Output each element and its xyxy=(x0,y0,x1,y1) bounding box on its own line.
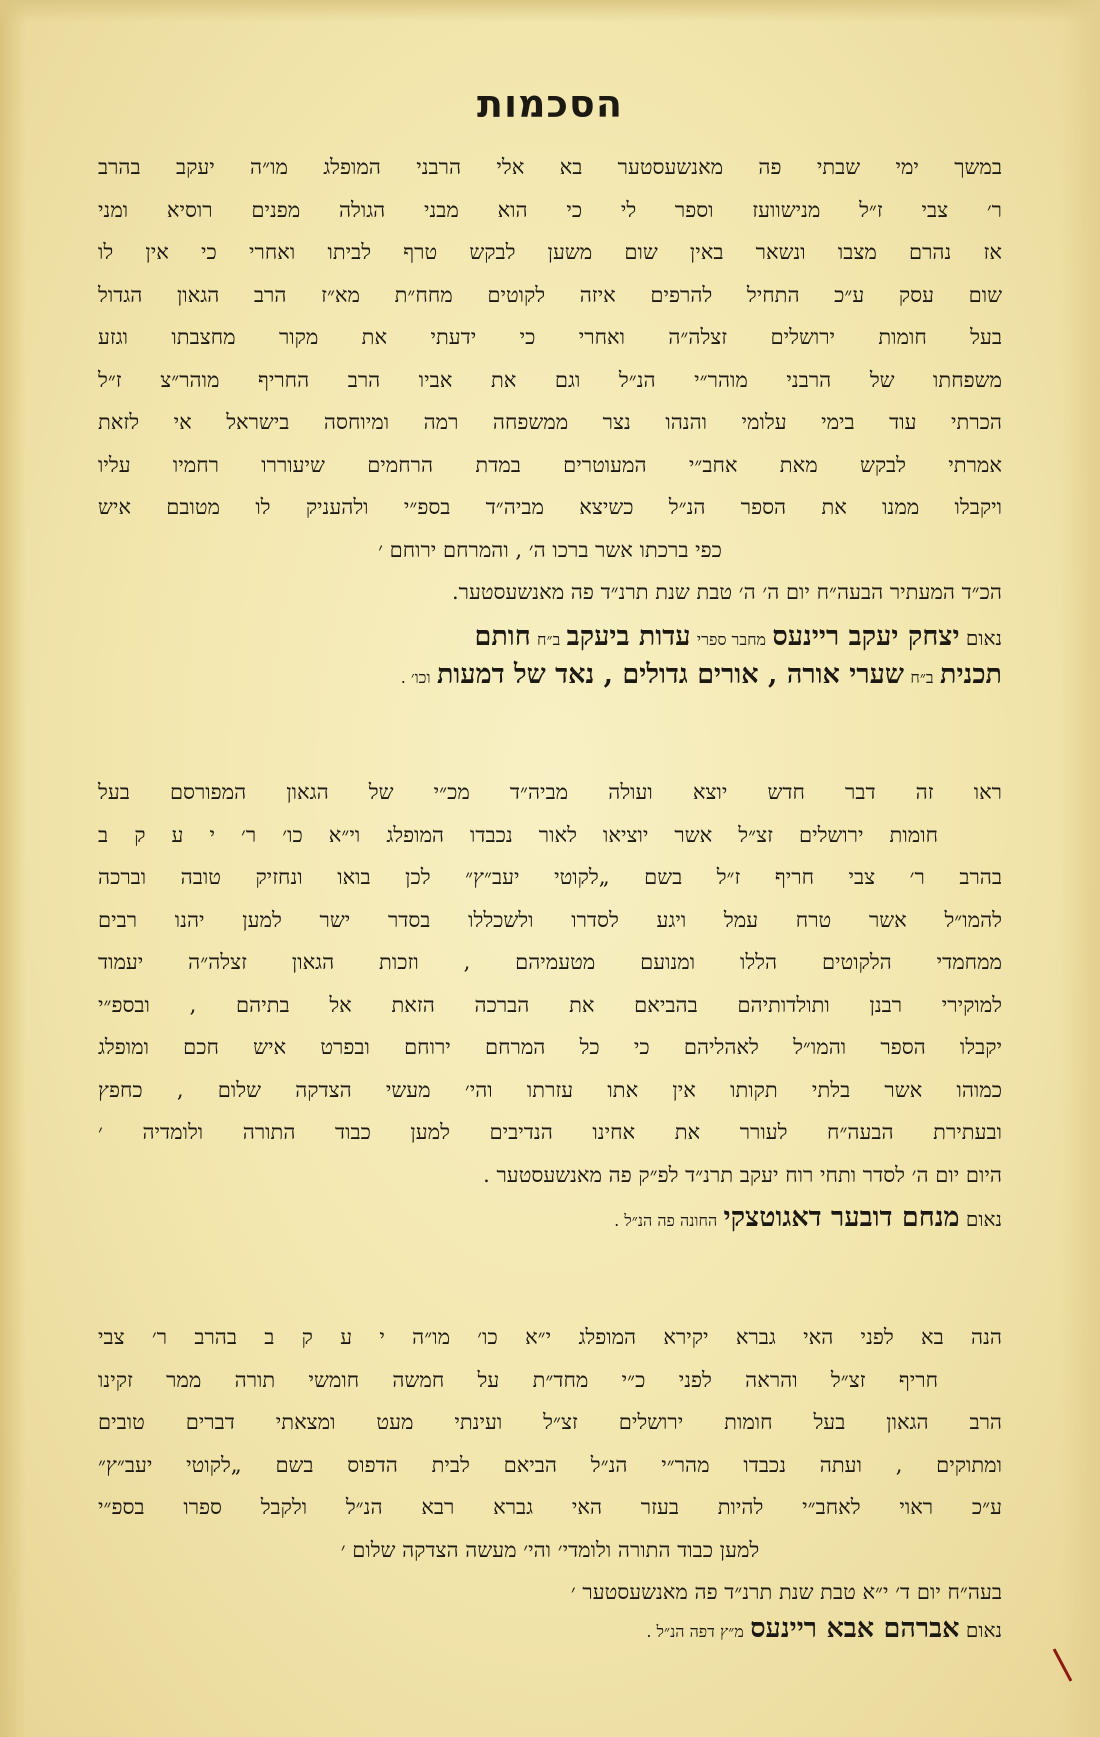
approval-1-text xyxy=(98,146,1002,614)
text-line: שום עסק ע״כ התחיל להרפים איזה לקוטים מחח״ת מא״ז הרב הגאון הגדול xyxy=(98,282,1002,307)
text-line: אז נהרם מצבו ונשאר באין שום משען לבקש טרף לביתו ואחרי כי אין לו xyxy=(98,240,1002,264)
signature-line xyxy=(98,656,1002,694)
signature-prefix: נאום xyxy=(965,1618,1002,1642)
text-line: ראו זה דבר חדש יוצא ועולה מביה״ד מכ״י של הגאון המפורסם בעל xyxy=(98,780,1002,804)
text-line: במשך ימי שבתי פה מאנשעסטער בא אלי הרבני המופלג מו״ה יעקב בהרב xyxy=(98,155,1002,179)
book-title: תכנית xyxy=(940,659,1002,690)
text-line: למוקירי רבנן ותולדותיהם בהביאם את הברכה הזאת אל בתיהם , ובספ״י xyxy=(98,992,1002,1017)
text-line: הנה בא לפני האי גברא יקירא המופלג י״א כו׳ מו״ה י ע ק ב בהרב ר׳ צבי xyxy=(98,1325,1002,1349)
page-title: הסכמות xyxy=(477,82,623,126)
text-line: הרב הגאון בעל חומות ירושלים זצ״ל ועינתי מעט ומצאתי דברים טובים xyxy=(98,1410,1002,1434)
signer-name: מנחם דובער דאגוטצקי xyxy=(723,1202,960,1233)
signature-prefix: נאום xyxy=(965,626,1002,650)
book-title: עדות ביעקב xyxy=(566,621,691,652)
signature-text: ב״ח xyxy=(537,630,561,649)
text-line: חומות ירושלים זצ״ל אשר יוציאו לאור נכבדו המופלג וי״א כו׳ ר׳ י ע ק ב xyxy=(98,822,938,847)
signature-text: ב״ח xyxy=(910,668,934,687)
text-line: ומתוקים , ועתה נכבדו מהר״י הנ״ל הביאם לבית הדפוס בשם „לקוטי יעב״ץ״ xyxy=(98,1452,1002,1477)
text-line: ויקבלו ממנו את הספר הנ״ל כשיצא מביה״ד בספ״י ולהעניק לו מטובם איש xyxy=(98,495,1002,519)
signature-text: מחבר ספרי xyxy=(696,630,767,649)
text-line: כמוהו אשר בלתי תקותו אין אתו עזרתו והי׳ מעשי הצדקה שלום , כחפץ xyxy=(98,1077,1002,1102)
signature-line xyxy=(98,618,1002,656)
approval-1-signature xyxy=(98,618,1002,694)
approval-3-text xyxy=(98,1316,1002,1614)
text-line: ממחמדי הלקוטים הללו ומנועם מטעמיהם , וזכות הגאון זצלה״ה יעמוד xyxy=(98,950,1002,974)
text-line: להמו״ל אשר טרח עמל ויגע לסדרו ולשכללו בסדר ישר למען יהנו רבים xyxy=(98,907,1002,932)
date-line: הכ״ד המעתיר הבעה״ח יום ה׳ ה׳ טבת שנת תרנ״ד פה מאנשעסטער. xyxy=(452,580,1002,604)
signature-suffix: מ״ץ דפה הנ״ל . xyxy=(646,1622,744,1641)
text-line: כפי ברכתו אשר ברכו ה׳ , והמרחם ירוחם ׳ xyxy=(378,537,722,562)
approval-2-signature xyxy=(98,1199,1002,1237)
page-edge-shadow xyxy=(1060,0,1100,1737)
text-line: ובעתירת הבעה״ח לעורר את אחינו הנדיבים למען כבוד התורה ולומדיה ׳ xyxy=(98,1120,1002,1144)
text-line: למען כבוד התורה ולומדי׳ והי׳ מעשה הצדקה שלום ׳ xyxy=(340,1537,760,1562)
text-line: בעל חומות ירושלים זצלה״ה ואחרי כי ידעתי את מקור מחצבתו וגזע xyxy=(98,325,1002,349)
text-line: יקבלו הספר והמו״ל לאהליהם כי כל המרחם ירוחם ובפרט איש חכם ומופלג xyxy=(98,1035,1002,1059)
text-line: אמרתי לבקש מאת אחב״י המעוטרים במדת הרחמים שיעוררו רחמיו עליו xyxy=(98,452,1002,477)
signature-suffix: החונה פה הנ״ל . xyxy=(614,1211,718,1230)
text-line: חריף זצ״ל והראה לפני כ״י מחד״ת על חמשה חומשי תורה ממר זקינו xyxy=(98,1367,938,1392)
text-line: משפחתו של הרבני מוהר״י הנ״ל וגם את אביו הרב החריף מוהר״צ ז״ל xyxy=(98,367,1002,392)
approval-2-text xyxy=(98,771,1002,1196)
date-line: בעה״ח יום ד׳ י״א טבת שנת תרנ״ד פה מאנשעסטער ׳ xyxy=(570,1580,1002,1604)
date-line: היום יום ה׳ לסדר ותחי רוח יעקב תרנ״ד לפ״ק פה מאנשעסטער . xyxy=(483,1162,1002,1187)
signer-name: אברהם אבא ריינעס xyxy=(750,1613,960,1644)
text-line: ע״כ ראוי לאחב״י להיות בעזר האי גברא רבא הנ״ל ולקבל ספרו בספ״י xyxy=(98,1495,1002,1519)
page-edge-shadow xyxy=(0,0,26,1737)
signature-line xyxy=(98,1610,1002,1648)
signer-name: יצחק יעקב ריינעס xyxy=(772,621,960,652)
text-line: הכרתי עוד בימי עלומי והנהו נצר ממשפחה רמה ומיוחסה בישראל אי לזאת xyxy=(98,410,1002,434)
signature-line xyxy=(98,1199,1002,1237)
page-edge-shadow xyxy=(0,0,1100,22)
text-line: ר׳ צבי ז״ל מנישוועז וספר לי כי הוא מבני הגולה מפנים רוסיא ומני xyxy=(98,197,1002,222)
approval-3-signature xyxy=(98,1610,1002,1648)
book-titles: שערי אורה , אורים גדולים , נאד של דמעות xyxy=(436,659,905,690)
book-title: חותם xyxy=(474,621,531,652)
signature-prefix: נאום xyxy=(965,1207,1002,1231)
signature-suffix: וכו׳ . xyxy=(400,668,431,687)
text-line: בהרב ר׳ צבי חריף ז״ל בשם „לקוטי יעב״ץ״ לכן בואו ונחזיק טובה וברכה xyxy=(98,865,1002,889)
